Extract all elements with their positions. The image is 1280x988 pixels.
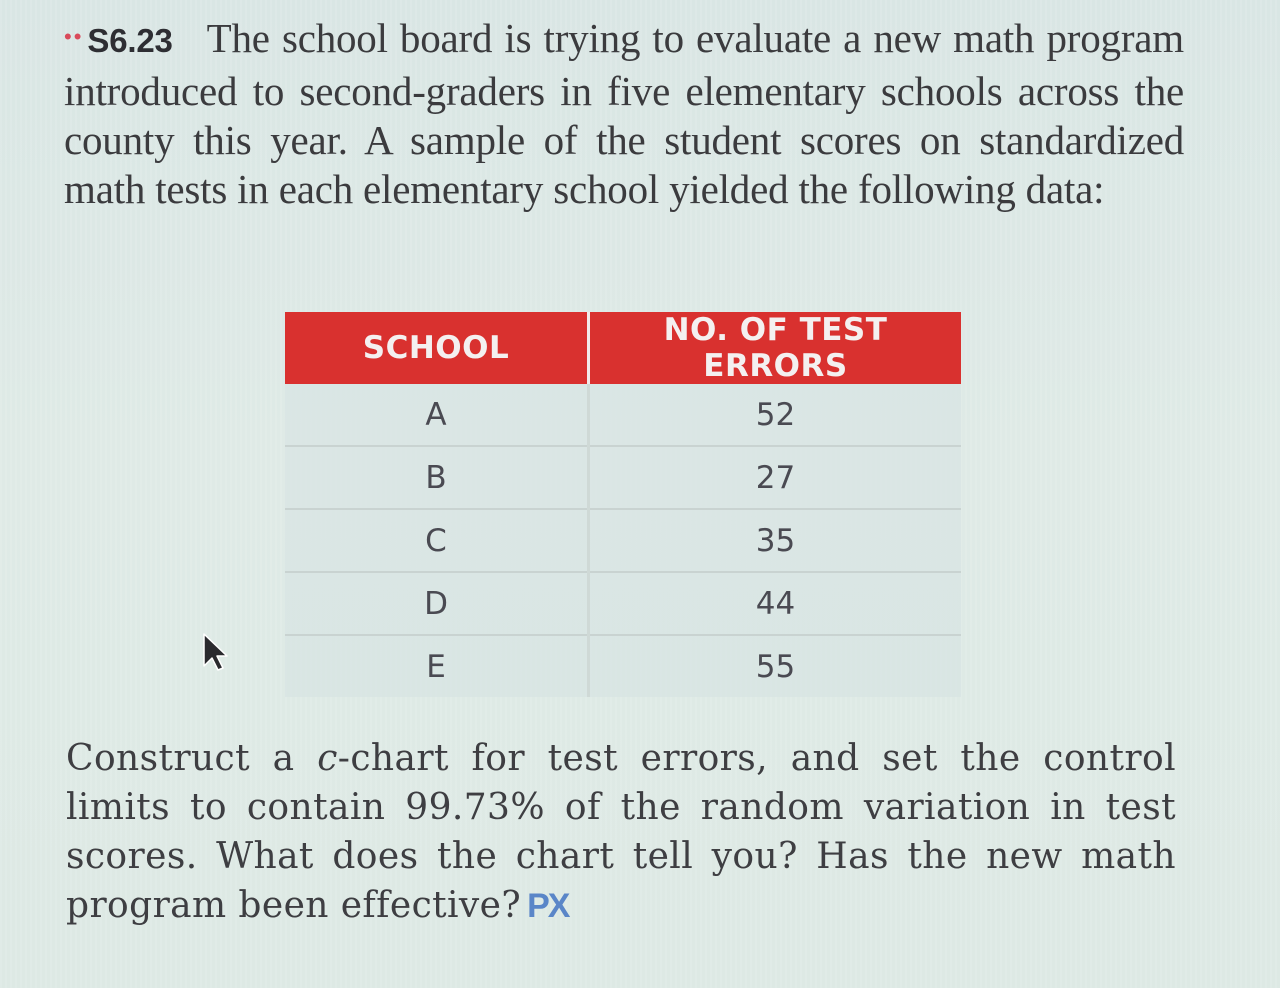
school-cell: D xyxy=(285,572,589,635)
header-test-errors: NO. OF TEST ERRORS xyxy=(589,312,962,384)
table-header-row xyxy=(285,312,961,384)
school-cell: E xyxy=(285,635,589,697)
school-cell: C xyxy=(285,509,589,572)
test-errors-table xyxy=(285,312,961,697)
difficulty-dots: •• xyxy=(64,24,84,50)
question-italic-c: c xyxy=(317,738,338,779)
question-paragraph xyxy=(66,734,1176,931)
question-text-start: Construct a xyxy=(66,738,318,779)
errors-cell: 44 xyxy=(589,572,962,635)
table-row xyxy=(285,509,961,572)
px-logo-icon[interactable]: PX xyxy=(527,887,569,925)
school-cell: B xyxy=(285,446,589,509)
school-cell: A xyxy=(285,384,589,446)
table-row xyxy=(285,635,961,697)
problem-number: S6.23 xyxy=(87,22,173,59)
errors-cell: 55 xyxy=(755,648,796,685)
errors-cell: 27 xyxy=(589,446,962,509)
table-row xyxy=(285,572,961,635)
problem-statement xyxy=(64,14,1184,214)
table-row xyxy=(285,384,961,446)
mouse-pointer-icon xyxy=(202,632,228,672)
errors-cell: 35 xyxy=(589,509,962,572)
question-text-end: -chart for test errors, and set the control limits to contain 99.73% of the random variation in test scores. What does the chart tell you? Has the new math program been effective? xyxy=(66,738,1176,926)
errors-cell: 52 xyxy=(589,384,962,446)
table-row xyxy=(285,446,961,509)
problem-paragraph xyxy=(64,14,1184,214)
problem-text: The school board is trying to evaluate a new math program introduced to second-graders in five elementary schools across the county this year. A sample of the student scores on standardized math tests in each elementary school yielded the following data: xyxy=(64,15,1184,213)
header-school: SCHOOL xyxy=(285,312,589,384)
